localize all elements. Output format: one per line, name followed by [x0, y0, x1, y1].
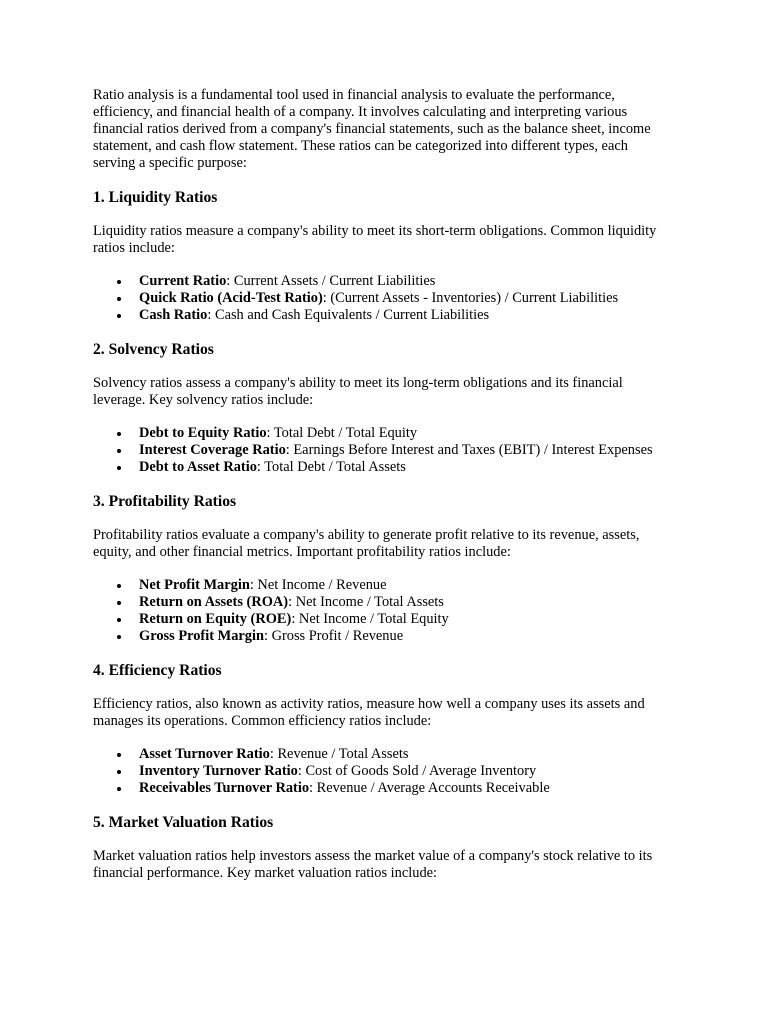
- section-solvency: [93, 340, 672, 476]
- list-item: [139, 780, 672, 797]
- section-heading: 4. Efficiency Ratios: [93, 662, 222, 679]
- ratio-formula: : Net Income / Total Assets: [288, 594, 444, 610]
- section-description: Profitability ratios evaluate a company's ability to generate profit relative to its revenue, assets, equity, and other financial metrics. Important profitability ratios include:: [93, 527, 640, 560]
- ratio-name: Current Ratio: [139, 273, 227, 289]
- list-item: [139, 594, 672, 611]
- ratio-formula: : Gross Profit / Revenue: [263, 628, 404, 644]
- ratio-name: Return on Equity (ROE): [139, 611, 292, 627]
- section-heading: 2. Solvency Ratios: [93, 341, 214, 358]
- ratio-formula: : Total Debt / Total Equity: [266, 425, 418, 441]
- ratio-name: Gross Profit Margin: [139, 628, 264, 644]
- ratio-name: Debt to Equity Ratio: [139, 425, 267, 441]
- ratio-formula: : Total Debt / Total Assets: [256, 459, 406, 475]
- list-item: [139, 628, 672, 645]
- section-heading: 5. Market Valuation Ratios: [93, 814, 274, 831]
- ratio-formula: : Revenue / Average Accounts Receivable: [309, 780, 550, 796]
- ratio-name: Net Profit Margin: [139, 577, 250, 593]
- ratio-name: Return on Assets (ROA): [139, 594, 289, 610]
- intro-paragraph: Ratio analysis is a fundamental tool used in financial analysis to evaluate the performance, efficiency, and financial health of a company. It involves calculating and interpreting various financial ratios derived from a company's financial statements, such as the balance sheet, income statement, and cash flow statement. These ratios can be categorized into different types, each serving a specific purpose:: [93, 87, 651, 171]
- section-description: Liquidity ratios measure a company's ability to meet its short-term obligations. Common liquidity ratios include:: [93, 223, 657, 256]
- ratio-formula: : Current Assets / Current Liabilities: [226, 273, 436, 289]
- section-heading: 3. Profitability Ratios: [93, 493, 237, 510]
- ratio-name: Receivables Turnover Ratio: [139, 780, 310, 796]
- ratio-formula: : Cost of Goods Sold / Average Inventory: [297, 763, 537, 779]
- list-item: [139, 442, 672, 459]
- ratio-name: Inventory Turnover Ratio: [139, 763, 298, 779]
- ratio-list: [93, 577, 672, 645]
- section-heading: 1. Liquidity Ratios: [93, 189, 218, 206]
- ratio-name: Debt to Asset Ratio: [139, 459, 257, 475]
- ratio-formula: : Net Income / Total Equity: [291, 611, 449, 627]
- ratio-formula: : Net Income / Revenue: [249, 577, 387, 593]
- list-item: [139, 307, 672, 324]
- ratio-formula: : Earnings Before Interest and Taxes (EBIT) / Interest Expenses: [285, 442, 653, 458]
- list-item: [139, 273, 672, 290]
- list-item: [139, 746, 672, 763]
- ratio-list: [93, 273, 672, 324]
- ratio-name: Interest Coverage Ratio: [139, 442, 286, 458]
- ratio-formula: : (Current Assets - Inventories) / Current Liabilities: [322, 290, 619, 306]
- list-item: [139, 290, 672, 307]
- ratio-formula: : Revenue / Total Assets: [269, 746, 409, 762]
- ratio-name: Cash Ratio: [139, 307, 208, 323]
- ratio-name: Quick Ratio (Acid-Test Ratio): [139, 290, 323, 306]
- section-description: Market valuation ratios help investors assess the market value of a company's stock relative to its financial performance. Key market valuation ratios include:: [93, 848, 653, 881]
- list-item: [139, 425, 672, 442]
- ratio-list: [93, 425, 672, 476]
- list-item: [139, 611, 672, 628]
- section-liquidity: [93, 188, 672, 324]
- ratio-list: [93, 746, 672, 797]
- section-description: Solvency ratios assess a company's ability to meet its long-term obligations and its financial leverage. Key solvency ratios include:: [93, 375, 623, 408]
- ratio-formula: : Cash and Cash Equivalents / Current Liabilities: [207, 307, 490, 323]
- ratio-name: Asset Turnover Ratio: [139, 746, 270, 762]
- section-profitability: [93, 492, 672, 645]
- section-efficiency: [93, 661, 672, 797]
- list-item: [139, 763, 672, 780]
- section-description: Efficiency ratios, also known as activity ratios, measure how well a company uses its assets and manages its operations. Common efficiency ratios include:: [93, 696, 645, 729]
- list-item: [139, 577, 672, 594]
- list-item: [139, 459, 672, 476]
- section-market-valuation: [93, 813, 672, 882]
